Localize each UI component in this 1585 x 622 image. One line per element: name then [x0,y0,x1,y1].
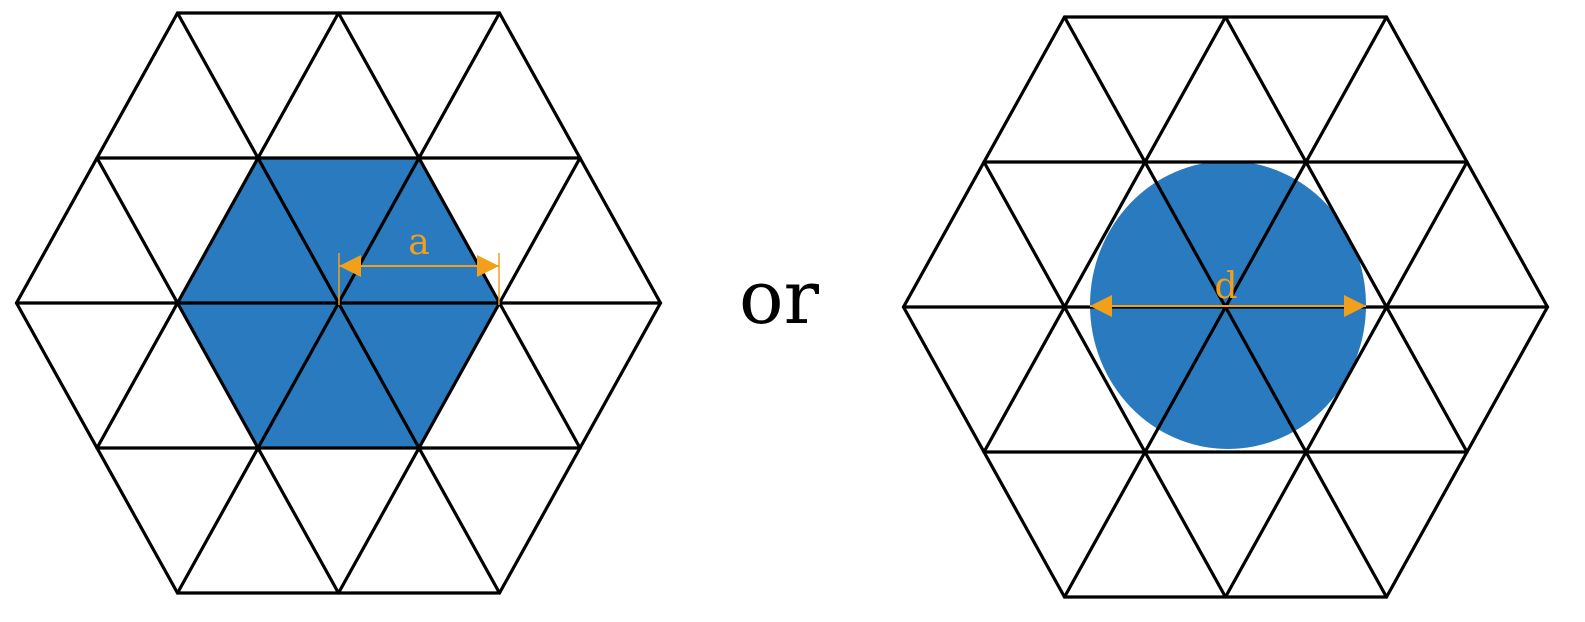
or-connector-text: or [739,255,819,341]
dimension-a-label: a [408,222,430,263]
right-panel-circle-diagram [904,17,1548,597]
dimension-d-label: d [1214,266,1238,307]
left-panel-hexagon-diagram [17,13,661,593]
